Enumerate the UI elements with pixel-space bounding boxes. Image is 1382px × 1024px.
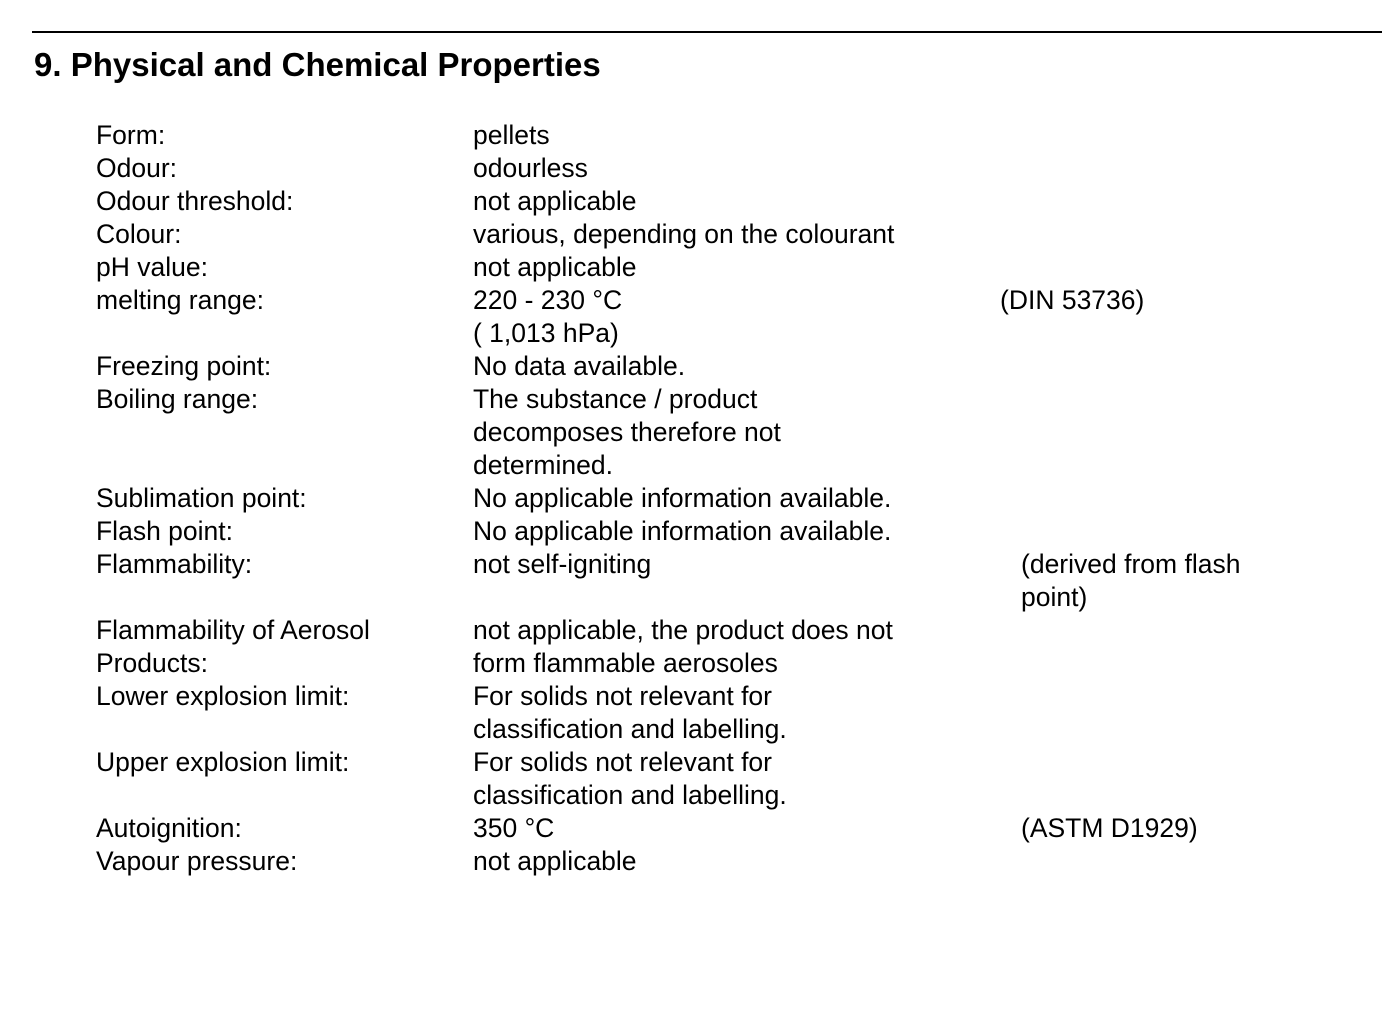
property-row-odour-threshold [0, 185, 1382, 218]
properties-list [0, 119, 1382, 878]
property-value: No applicable information available. [473, 483, 892, 513]
property-value: No data available. [473, 351, 686, 381]
property-label: melting range: [96, 285, 264, 315]
property-label: Colour: [96, 219, 182, 249]
property-row-vapour-pressure [0, 845, 1382, 878]
property-label: Flammability: [96, 549, 253, 579]
property-row-boiling-range [0, 383, 1382, 482]
property-value: not self-igniting [473, 549, 652, 579]
property-row-autoignition [0, 812, 1382, 845]
property-label: Autoignition: [96, 813, 242, 843]
property-value: pellets [473, 120, 550, 150]
property-label: Sublimation point: [96, 483, 307, 513]
property-label: Flammability of Aerosol Products: [96, 615, 370, 678]
section-title: 9. Physical and Chemical Properties [34, 46, 601, 83]
property-label: Upper explosion limit: [96, 747, 350, 777]
property-row-odour [0, 152, 1382, 185]
section-divider [32, 31, 1382, 33]
property-label: Freezing point: [96, 351, 272, 381]
property-value: 220 - 230 °C ( 1,013 hPa) [473, 285, 623, 348]
property-row-lower-explosion-limit [0, 680, 1382, 746]
property-label: Odour threshold: [96, 186, 294, 216]
property-row-sublimation-point [0, 482, 1382, 515]
property-row-flammability [0, 548, 1382, 614]
property-value: The substance / product decomposes therefore not determined. [473, 384, 781, 480]
property-label: Form: [96, 120, 166, 150]
property-row-freezing-point [0, 350, 1382, 383]
property-value: not applicable, the product does not form flammable aerosoles [473, 615, 893, 678]
property-value: No applicable information available. [473, 516, 892, 546]
property-row-form [0, 119, 1382, 152]
property-method-note: (derived from flash point) [1021, 549, 1241, 612]
property-value: For solids not relevant for classification and labelling. [473, 747, 787, 810]
property-method-note: (DIN 53736) [1000, 285, 1145, 315]
property-label: Odour: [96, 153, 178, 183]
property-label: Lower explosion limit: [96, 681, 350, 711]
property-value: odourless [473, 153, 588, 183]
property-row-ph-value [0, 251, 1382, 284]
property-value: various, depending on the colourant [473, 219, 895, 249]
property-label: Boiling range: [96, 384, 259, 414]
property-row-colour [0, 218, 1382, 251]
property-label: pH value: [96, 252, 208, 282]
property-label: Vapour pressure: [96, 846, 298, 876]
property-row-melting-range [0, 284, 1382, 350]
property-value: For solids not relevant for classification and labelling. [473, 681, 787, 744]
property-value: not applicable [473, 846, 637, 876]
property-method-note: (ASTM D1929) [1021, 813, 1198, 843]
property-label: Flash point: [96, 516, 233, 546]
property-value: 350 °C [473, 813, 555, 843]
property-value: not applicable [473, 252, 637, 282]
property-row-flammability-aerosol [0, 614, 1382, 680]
property-row-flash-point [0, 515, 1382, 548]
property-value: not applicable [473, 186, 637, 216]
property-row-upper-explosion-limit [0, 746, 1382, 812]
